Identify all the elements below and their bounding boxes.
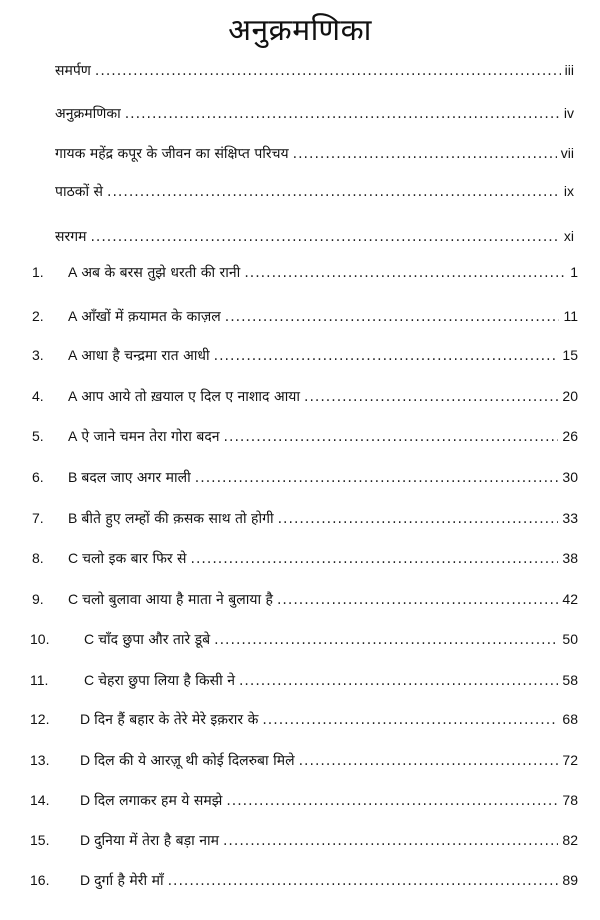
song-page: 33 (562, 510, 578, 526)
toc-front-item[interactable] (0, 179, 600, 203)
song-title: चलो बुलावा आया है माता ने बुलाया है (82, 592, 273, 608)
toc-song-item[interactable] (0, 587, 600, 611)
song-letter: D (80, 711, 91, 727)
entry-page: vii (560, 145, 574, 161)
song-number: 5. (32, 428, 44, 444)
entry-page: iv (563, 105, 574, 121)
song-title: चेहरा छुपा लिया है किसी ने (98, 673, 235, 689)
page-title: अनुक्रमणिका (228, 13, 372, 48)
song-page: 78 (562, 792, 578, 808)
leader-dots (278, 507, 559, 531)
song-page: 72 (562, 752, 578, 768)
entry-label: अनुक्रमणिका (55, 106, 121, 122)
toc-song-item[interactable] (0, 546, 600, 570)
song-title: चलो इक बार फिर से (82, 551, 187, 567)
toc-song-item[interactable] (0, 304, 600, 328)
song-letter: C (84, 631, 95, 647)
song-number: 10. (30, 631, 50, 647)
leader-dots (299, 749, 559, 773)
toc-song-item[interactable] (0, 627, 600, 651)
leader-dots (225, 305, 560, 329)
song-page: 15 (562, 347, 578, 363)
toc-song-item[interactable] (0, 748, 600, 772)
song-letter: C (68, 591, 79, 607)
song-number: 16. (30, 872, 50, 888)
song-number: 9. (32, 591, 44, 607)
song-page: 38 (562, 550, 578, 566)
song-number: 13. (30, 752, 50, 768)
toc-song-item[interactable] (0, 384, 600, 408)
song-title: दिल की ये आरज़ू थी कोई दिलरुबा मिले (94, 753, 295, 769)
song-letter: A (68, 428, 78, 444)
entry-label: सरगम (55, 229, 87, 245)
song-title: बीते हुए लम्हों की क़सक साथ तो होगी (81, 511, 274, 527)
song-page: 89 (562, 872, 578, 888)
leader-dots (191, 547, 559, 571)
toc-front-item[interactable] (0, 58, 600, 82)
leader-dots (214, 628, 558, 652)
song-page: 30 (562, 469, 578, 485)
toc-song-item[interactable] (0, 828, 600, 852)
song-letter: A (68, 347, 78, 363)
leader-dots (214, 344, 559, 368)
song-page: 82 (562, 832, 578, 848)
leader-dots (224, 425, 559, 449)
song-title: दिल लगाकर हम ये समझे (94, 793, 223, 809)
song-page: 68 (562, 711, 578, 727)
toc-song-item[interactable] (0, 788, 600, 812)
leader-dots (239, 669, 558, 693)
leader-dots (277, 588, 558, 612)
song-letter: D (80, 752, 91, 768)
toc-song-item[interactable] (0, 424, 600, 448)
song-number: 11. (30, 672, 49, 688)
leader-dots (90, 225, 559, 249)
song-letter: B (68, 469, 78, 485)
song-number: 6. (32, 469, 44, 485)
song-title: आधा है चन्द्रमा रात आधी (81, 348, 210, 364)
toc-front-item[interactable] (0, 101, 600, 125)
entry-label: गायक महेंद्र कपूर के जीवन का संक्षिप्त परिचय (55, 146, 289, 162)
song-letter: C (68, 550, 79, 566)
song-number: 14. (30, 792, 50, 808)
song-letter: A (68, 388, 78, 404)
toc-song-item[interactable] (0, 868, 600, 892)
song-page: 50 (562, 631, 578, 647)
song-number: 7. (32, 510, 44, 526)
song-page: 11 (563, 308, 578, 324)
toc-front-item[interactable] (0, 224, 600, 248)
leader-dots (95, 59, 561, 83)
song-letter: D (80, 872, 91, 888)
toc-song-item[interactable] (0, 465, 600, 489)
song-letter: D (80, 832, 91, 848)
song-number: 15. (30, 832, 50, 848)
song-letter: B (68, 510, 78, 526)
song-page: 20 (562, 388, 578, 404)
entry-label: पाठकों से (55, 184, 104, 200)
toc-front-item[interactable] (0, 141, 600, 165)
leader-dots (195, 466, 559, 490)
song-page: 1 (570, 264, 578, 280)
leader-dots (107, 180, 560, 204)
song-number: 8. (32, 550, 44, 566)
song-title: चाँद छुपा और तारे डूबे (98, 632, 211, 648)
toc-song-item[interactable] (0, 668, 600, 692)
leader-dots (244, 261, 566, 285)
song-number: 4. (32, 388, 44, 404)
song-title: ऐ जाने चमन तेरा गोरा बदन (81, 429, 220, 445)
song-title: दुनिया में तेरा है बड़ा नाम (94, 833, 219, 849)
song-page: 42 (562, 591, 578, 607)
entry-page: ix (563, 183, 574, 199)
song-number: 1. (32, 264, 44, 280)
toc-song-item[interactable] (0, 260, 600, 284)
song-title: अब के बरस तुझे धरती की रानी (81, 265, 241, 281)
entry-label: समर्पण (55, 63, 91, 79)
song-page: 26 (562, 428, 578, 444)
leader-dots (293, 142, 557, 166)
leader-dots (223, 829, 558, 853)
song-title: आँखों में क़यामत के काज़ल (81, 309, 221, 325)
song-title: बदल जाए अगर माली (81, 470, 191, 486)
leader-dots (125, 102, 560, 126)
song-page: 58 (562, 672, 578, 688)
toc-song-item[interactable] (0, 343, 600, 367)
leader-dots (226, 789, 558, 813)
entry-page: iii (564, 62, 574, 78)
song-title: आप आये तो ख़याल ए दिल ए नाशाद आया (81, 389, 300, 405)
toc-song-item[interactable] (0, 506, 600, 530)
song-number: 12. (30, 711, 50, 727)
song-letter: A (68, 308, 78, 324)
leader-dots (262, 708, 558, 732)
entry-page: xi (563, 228, 574, 244)
leader-dots (304, 385, 558, 409)
song-number: 2. (32, 308, 44, 324)
song-number: 3. (32, 347, 44, 363)
song-letter: D (80, 792, 91, 808)
song-title: दिन हैं बहार के तेरे मेरे इक़रार के (94, 712, 259, 728)
leader-dots (168, 869, 559, 893)
toc-song-item[interactable] (0, 707, 600, 731)
song-letter: C (84, 672, 95, 688)
song-title: दुर्गा है मेरी माँ (94, 873, 164, 889)
song-letter: A (68, 264, 78, 280)
